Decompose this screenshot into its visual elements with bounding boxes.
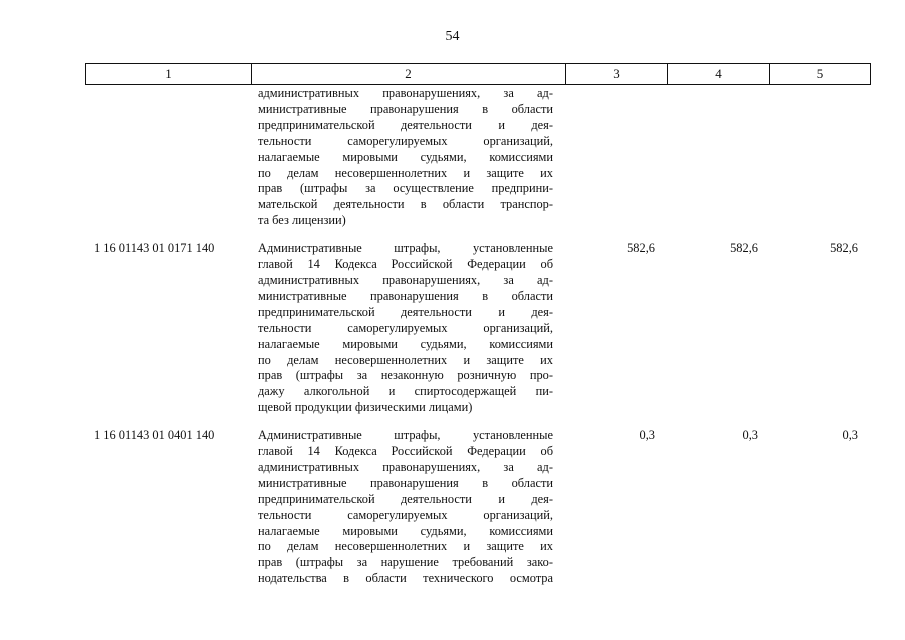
column-header-table xyxy=(85,63,871,85)
description-line: административных правонарушениях, за ад- xyxy=(258,272,553,287)
row-code xyxy=(85,86,250,229)
column-header-5: 5 xyxy=(770,64,871,85)
description-line: налагаемые мировыми судьями, комиссиями xyxy=(258,149,553,164)
description-line: предпринимательской деятельности и дея- xyxy=(258,491,553,506)
row-description xyxy=(250,428,553,587)
column-header-2: 2 xyxy=(252,64,566,85)
row-description xyxy=(250,86,553,229)
row-code: 1 16 01143 01 0401 140 xyxy=(94,428,215,443)
description-line: тельности саморегулируемых организаций, xyxy=(258,320,553,335)
description-line: дажу алкогольной и спиртосодержащей пи- xyxy=(258,384,553,399)
row-value-col5: 0,3 xyxy=(842,428,858,443)
description-line: административных правонарушениях, за ад- xyxy=(258,86,553,100)
description-line: министративные правонарушения в области xyxy=(258,475,553,490)
table-row xyxy=(85,241,865,416)
description-line: по делам несовершеннолетних и защите их xyxy=(258,539,553,554)
page-number: 54 xyxy=(445,29,460,44)
row-value-col4: 0,3 xyxy=(742,428,758,443)
table-row xyxy=(85,428,865,587)
description-line: нодательства в области технического осмотра xyxy=(258,571,553,586)
description-line: главой 14 Кодекса Российской Федерации об xyxy=(258,444,553,459)
description-line: та без лицензии) xyxy=(258,213,346,228)
row-value-col4: 582,6 xyxy=(730,241,758,256)
row-value-col4 xyxy=(657,86,760,229)
description-line: главой 14 Кодекса Российской Федерации об xyxy=(258,257,553,272)
row-code: 1 16 01143 01 0171 140 xyxy=(94,241,215,256)
description-line: тельности саморегулируемых организаций, xyxy=(258,507,553,522)
column-header-4: 4 xyxy=(668,64,770,85)
row-value-col3: 0,3 xyxy=(639,428,655,443)
description-line: Административные штрафы, установленные xyxy=(258,241,553,256)
table-row xyxy=(85,86,865,229)
description-line: административных правонарушениях, за ад- xyxy=(258,459,553,474)
description-line: министративные правонарушения в области xyxy=(258,101,553,116)
row-value-col5: 582,6 xyxy=(830,241,858,256)
column-header-row xyxy=(86,64,871,85)
description-line: прав (штрафы за нарушение требований зако- xyxy=(258,555,553,570)
description-line: по делам несовершеннолетних и защите их xyxy=(258,352,553,367)
description-line: предпринимательской деятельности и дея- xyxy=(258,304,553,319)
description-line: предпринимательской деятельности и дея- xyxy=(258,117,553,132)
description-line: прав (штрафы за незаконную розничную про- xyxy=(258,368,553,383)
description-line: министративные правонарушения в области xyxy=(258,288,553,303)
description-line: налагаемые мировыми судьями, комиссиями xyxy=(258,523,553,538)
row-value-col3 xyxy=(553,86,657,229)
description-line: по делам несовершеннолетних и защите их xyxy=(258,165,553,180)
description-line: Административные штрафы, установленные xyxy=(258,428,553,443)
description-line: мательской деятельности в области транспор- xyxy=(258,197,553,212)
description-line: прав (штрафы за осуществление предприни- xyxy=(258,181,553,196)
row-description xyxy=(250,241,553,416)
description-line: налагаемые мировыми судьями, комиссиями xyxy=(258,336,553,351)
table-body xyxy=(85,86,865,587)
description-line: тельности саморегулируемых организаций, xyxy=(258,133,553,148)
row-value-col3: 582,6 xyxy=(627,241,655,256)
description-line: щевой продукции физическими лицами) xyxy=(258,400,473,415)
column-header-3: 3 xyxy=(566,64,668,85)
column-header-1: 1 xyxy=(86,64,252,85)
row-value-col5 xyxy=(760,86,862,229)
